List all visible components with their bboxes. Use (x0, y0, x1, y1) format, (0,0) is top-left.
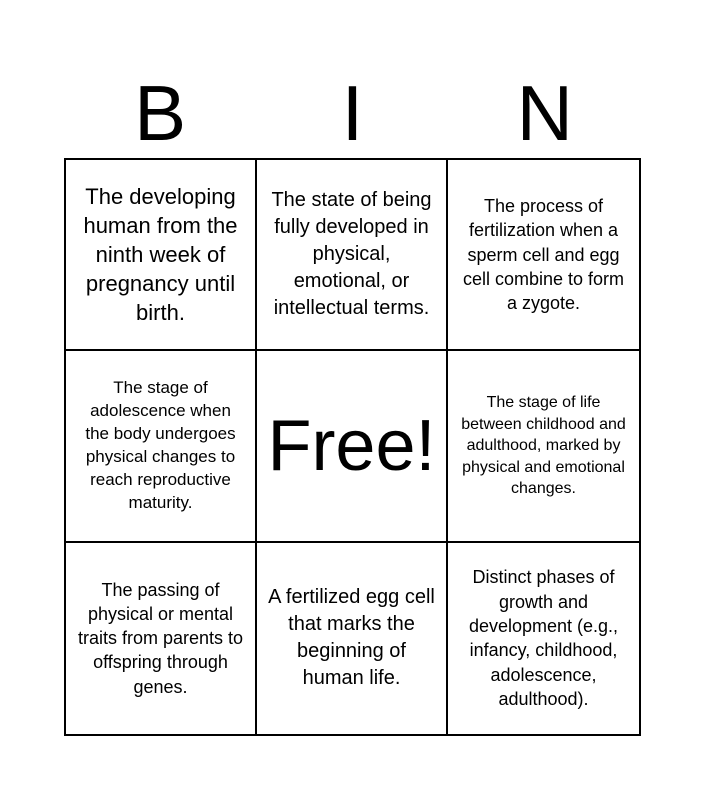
bingo-cell-1-1[interactable] (66, 160, 257, 351)
cell-text: The stage of life between childhood and adulthood, marked by physical and emotional changes. (461, 394, 626, 498)
bingo-cell-3-1[interactable] (66, 543, 257, 734)
cell-text: The state of being fully developed in physical, emotional, or intellectual terms. (271, 189, 432, 320)
bingo-grid (64, 158, 641, 736)
bingo-free-cell[interactable] (257, 351, 448, 542)
bingo-cell-3-3[interactable] (448, 543, 639, 734)
bingo-cell-2-3[interactable] (448, 351, 639, 542)
cell-text: A fertilized egg cell that marks the beginning of human life. (268, 586, 435, 690)
free-space-label: Free! (267, 405, 436, 486)
bingo-cell-1-2[interactable] (257, 160, 448, 351)
bingo-cell-3-2[interactable] (257, 543, 448, 734)
bingo-cell-2-1[interactable] (66, 351, 257, 542)
bingo-cell-1-3[interactable] (448, 160, 639, 351)
cell-text: The stage of adolescence when the body undergoes physical changes to reach reproductive maturity. (85, 378, 236, 512)
cell-text: The process of fertilization when a sperm cell and egg cell combine to form a zygote. (462, 195, 625, 314)
bingo-header (64, 68, 641, 158)
header-letter-n: N (516, 69, 573, 157)
header-letter-i: I (341, 69, 364, 157)
cell-text: The passing of physical or mental traits from parents to offspring through genes. (77, 579, 244, 697)
cell-text: The developing human from the ninth week of pregnancy until birth. (83, 184, 238, 326)
cell-text: Distinct phases of growth and development (e.g., infancy, childhood, adolescence, adulthood). (468, 567, 619, 709)
header-letter-b: B (134, 69, 187, 157)
